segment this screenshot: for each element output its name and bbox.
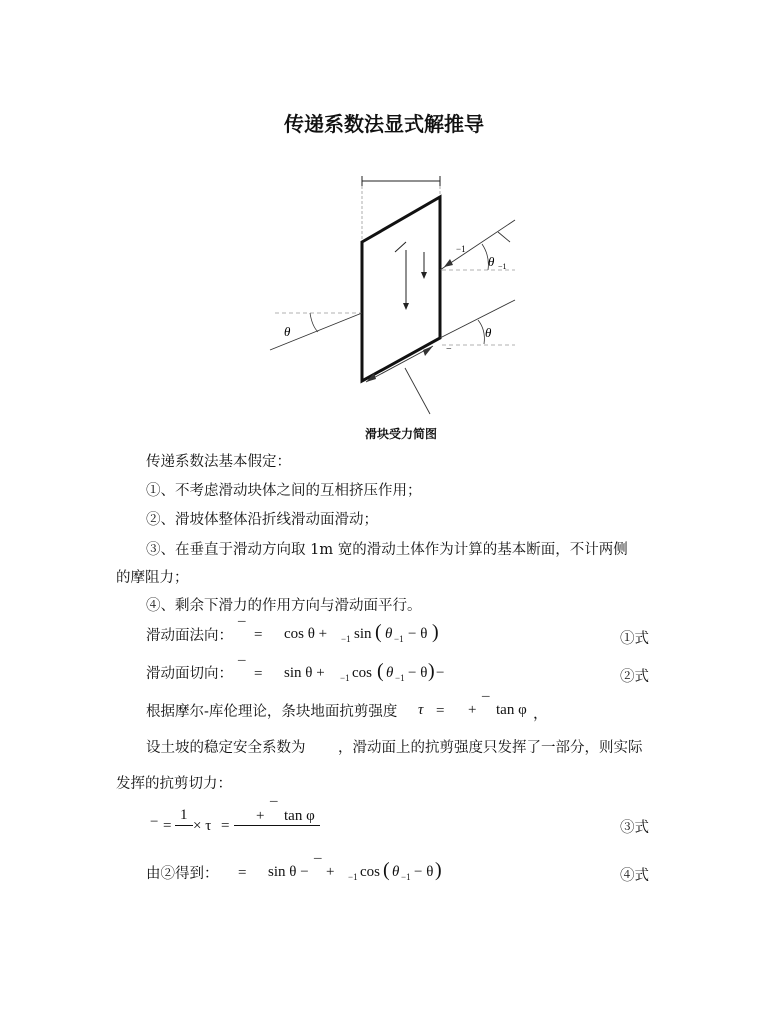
label-minus-one-top: −1 [456, 244, 466, 254]
eq1-equals: = [254, 627, 263, 643]
mohr-tan-phi: tan φ [496, 702, 527, 718]
eq2-theta: θ [386, 665, 394, 681]
eq4-sub1: −1 [348, 872, 358, 882]
normal-label: 滑动面法向： [146, 628, 233, 644]
eq4-cos: cos [360, 864, 380, 880]
eq2-trail: − [436, 665, 445, 681]
eq4-plus: + [326, 864, 335, 880]
eq4-close-paren: ) [435, 859, 442, 881]
slip-surface-arrow [366, 346, 433, 382]
assumption-3-line1: ③、在垂直于滑动方向取 1m 宽的滑动土体作为计算的基本断面，不计两侧 [146, 542, 628, 558]
mohr-label: 根据摩尔-库伦理论，条块地面抗剪强度 [146, 704, 398, 720]
mohr-tau: τ [418, 702, 424, 718]
weight-arrowhead-3 [421, 272, 427, 279]
mohr-plus: + [468, 702, 477, 718]
eq1-minus-theta: − θ [408, 626, 428, 642]
sliding-block [362, 197, 440, 381]
eq2-open-paren: ( [377, 660, 384, 682]
eq1-tag: ①式 [620, 631, 649, 647]
label-theta-prev: θ [488, 254, 495, 269]
eq3-lhs: − [150, 814, 159, 830]
normal-force-line [405, 368, 430, 414]
assumptions-title: 传递系数法基本假定： [146, 454, 291, 470]
eq4-sub2: −1 [401, 872, 411, 882]
eq2-sub1: −1 [340, 673, 350, 683]
block-force-diagram [260, 170, 540, 420]
tangent-label: 滑动面切向： [146, 666, 233, 682]
eq2-minus-theta: − θ [408, 665, 428, 681]
eq1-cos-theta: cos θ + [284, 626, 328, 642]
safety-line2: 发挥的抗剪切力： [116, 776, 232, 792]
mohr-overbar: ¯ [482, 695, 490, 711]
eq2-overbar: ¯ [238, 659, 246, 675]
weight-arrowhead-1 [403, 303, 409, 310]
prev-force-arrowhead [444, 259, 453, 267]
assumption-2: ②、滑坡体整体沿折线滑动面滑动； [146, 512, 378, 528]
assumption-3-line2: 的摩阻力； [116, 570, 189, 586]
next-angle-arc [478, 320, 484, 344]
figure-caption: 滑块受力简图 [364, 427, 437, 441]
mohr-comma: ， [533, 706, 549, 722]
eq2-close-paren: ) [428, 660, 435, 682]
eq2-sin-theta: sin θ + [284, 665, 325, 681]
eq3-numer-plus: + [256, 808, 265, 824]
eq3-tag: ③式 [620, 820, 649, 836]
eq3-fraction-bar-1 [175, 825, 193, 826]
eq4-overbar: ¯ [314, 857, 322, 873]
assumption-1: ①、不考虑滑动块体之间的互相挤压作用； [146, 483, 422, 499]
eq4-sin-theta: sin θ − [268, 864, 309, 880]
label-dash-bottom: − [446, 344, 452, 355]
label-theta-prev-sub: −1 [498, 262, 507, 271]
eq3-numer-overbar: ¯ [270, 800, 278, 816]
eq3-fraction-bar-2 [234, 825, 320, 826]
page-title: 传递系数法显式解推导 [284, 112, 484, 136]
eq1-sub1: −1 [341, 634, 351, 644]
eq4-open-paren: ( [383, 859, 390, 881]
eq1-sub2: −1 [394, 634, 404, 644]
safety-line1-b: ，滑动面上的抗剪强度只发挥了一部分，则实际 [338, 740, 643, 756]
eq3-times-tau: × τ [193, 818, 212, 834]
eq3-equals-2: = [221, 818, 230, 834]
eq4-equals: = [238, 865, 247, 881]
eq2-tag: ②式 [620, 669, 649, 685]
eq3-one: 1 [180, 807, 188, 823]
label-theta-right: θ [485, 325, 492, 340]
weight-arrow-2 [395, 242, 406, 252]
eq1-close-paren: ) [432, 621, 439, 643]
safety-line1-a: 设土坡的稳定安全系数为 [146, 740, 306, 756]
eq1-theta: θ [385, 626, 393, 642]
eq4-minus-theta: − θ [414, 864, 434, 880]
eq2-cos: cos [352, 665, 372, 681]
eq1-open-paren: ( [375, 621, 382, 643]
left-angle-arc [310, 313, 318, 332]
eq2-equals: = [254, 666, 263, 682]
eq4-tag: ④式 [620, 868, 649, 884]
label-theta-left: θ [284, 324, 291, 339]
eq3-numer-tan: tan φ [284, 808, 315, 824]
assumption-4: ④、剩余下滑力的作用方向与滑动面平行。 [146, 598, 422, 614]
mohr-equals: = [436, 703, 445, 719]
eq1-overbar: ¯ [238, 620, 246, 636]
prev-force-ext [498, 232, 510, 242]
eq2-sub2: −1 [395, 673, 405, 683]
eq4-theta: θ [392, 864, 400, 880]
eq1-sin: sin [354, 626, 372, 642]
from2-label: 由②得到： [146, 866, 219, 882]
eq3-equals-1: = [163, 818, 172, 834]
next-force-line [440, 300, 515, 338]
